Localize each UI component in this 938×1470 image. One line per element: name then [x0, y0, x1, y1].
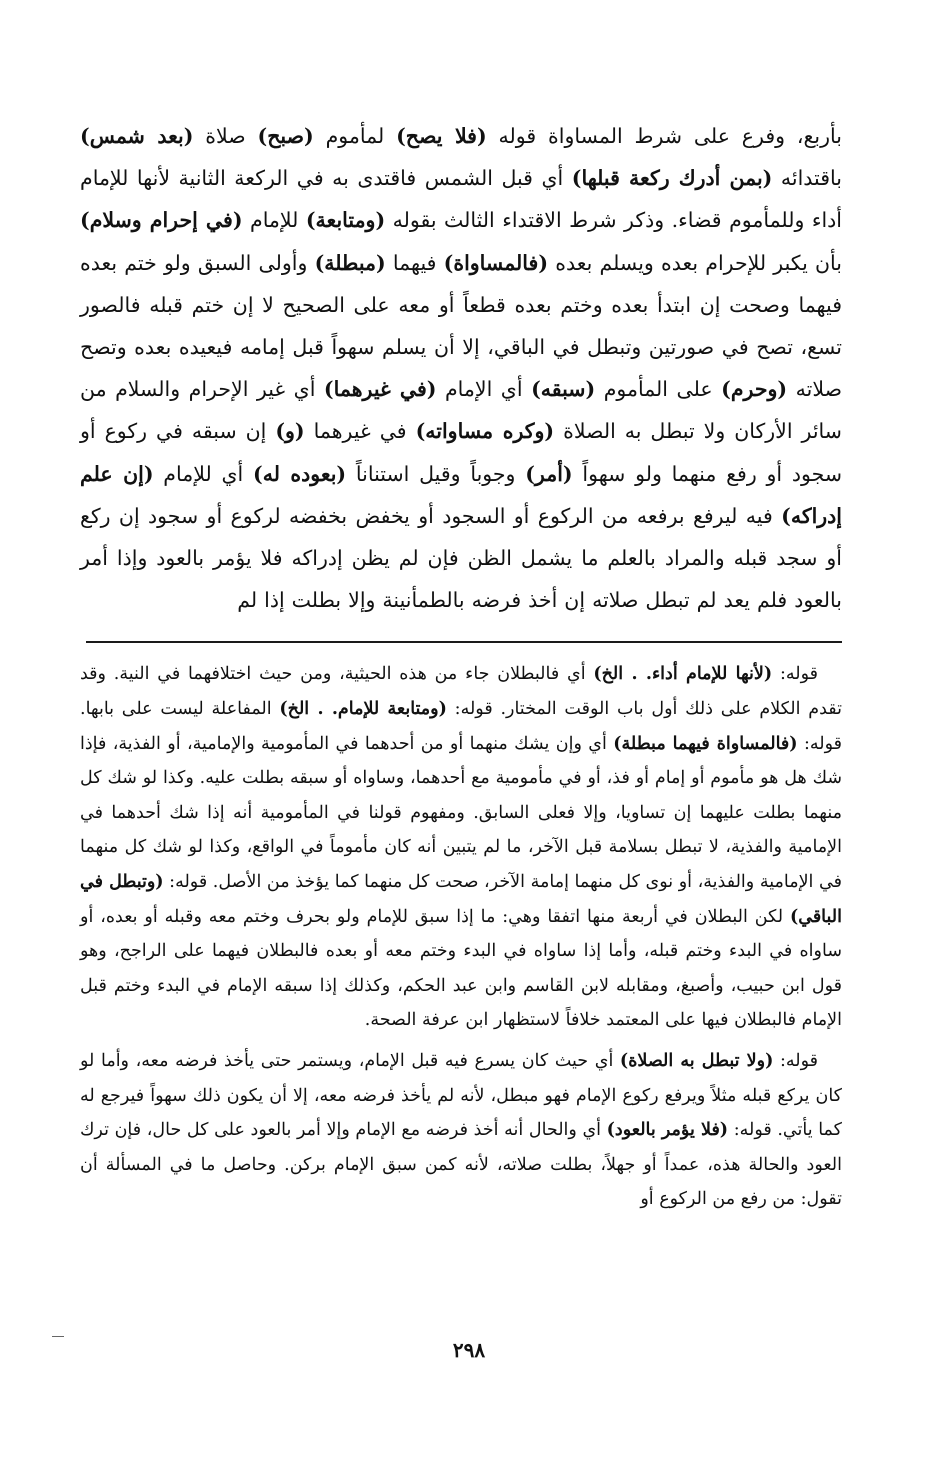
- bold-term: (في غيرهما): [323, 377, 437, 402]
- bold-term: (مبطلة): [314, 250, 386, 275]
- bold-term: (صبح): [257, 124, 314, 148]
- bold-term: (وحرم): [721, 377, 788, 402]
- bold-term: (ولا تبطل به الصلاة): [619, 1050, 774, 1071]
- text-run: أي الإمام: [436, 377, 532, 402]
- page-number: ٢٩٨: [452, 1338, 486, 1362]
- text-run: لكن البطلان في أربعة منها اتفقا وهي: ما إذا سبق للإمام ولو بحرف وختم معه وقبله أو بعده، أو ساواه في البدء وختم قبله، وأما إذا ساواه في البدء وختم معه أو بعده فالبطلان فيهما على الراجح، وهو قول ابن حبيب، وأصبغ، ومقابله لابن القاسم وابن عبد الحكم، وكذلك إذا سبقه الإمام في البدء وختم قبل الإمام فالبطلان فيها على المعتمد خلافاً لاستظهار ابن عرفة الصحة.: [80, 906, 842, 1031]
- bold-term: (ومتابعة): [305, 208, 386, 233]
- text-run: قوله:: [772, 664, 818, 685]
- text-run: لمأموم: [313, 124, 397, 148]
- footnote-1: [80, 657, 842, 1038]
- bold-term: (بعد شمس): [80, 124, 194, 148]
- footnote-divider: [86, 641, 842, 643]
- bold-term: (وكره مساواته): [415, 419, 555, 444]
- bold-term: (فالمساواة): [443, 250, 549, 275]
- text-run: صلاة: [193, 124, 258, 148]
- text-run: أي فالبطلان جاء من هذه الحيثية، ومن حيث اختلافهما في النية. وقد تقدم الكلام على ذلك أول باب الوقت المختار. قوله:: [80, 664, 842, 720]
- text-run: للإمام: [242, 208, 306, 233]
- text-run: وجوباً وقيل استناناً: [346, 461, 526, 486]
- bold-term: (وتبطل في الباقي): [80, 872, 842, 927]
- bold-term: (لأنها للإمام أداء. . الخ): [593, 664, 773, 685]
- bold-term: (ومتابعة للإمام. . الخ): [279, 699, 447, 720]
- bold-term: (و): [275, 419, 305, 444]
- text-run: في غيرهما: [304, 419, 416, 444]
- bold-term: (بعوده له): [253, 461, 347, 486]
- bold-term: (فلا يؤمر بالعود): [606, 1120, 729, 1141]
- text-run: بأربع، وفرع على شرط المساواة قوله: [486, 124, 842, 148]
- text-run: وأولى السبق ولو ختم بعده فيهما وصحت إن ابتدأ بعده وختم بعده قطعاً أو معه على الصحيح لا إن ختم قبله فالصور تسع، تصح في صورتين وتبطل في الباقي، إلا أن يسلم سهواً قبل إمامه فيعيده بعده وتصح صلاته: [80, 250, 842, 402]
- text-run: باقتدائه: [772, 166, 842, 191]
- bold-term: (إن علم إدراكه): [80, 461, 842, 528]
- text-run: المفاعلة ليست على بابها. قوله:: [80, 699, 842, 754]
- bold-term: (بمن أدرك ركعة قبلها): [571, 166, 773, 191]
- text-run: أي قبل الشمس فاقتدى به في الركعة الثانية لأنها للإمام أداء وللمأموم قضاء. وذكر شرط الاقتداء الثالث بقوله: [80, 166, 842, 233]
- footnote-2: [80, 1044, 842, 1217]
- text-run: أي وإن يشك منهما أو من أحدهما في المأمومية والإمامية، أو الفذية، فإذا شك هل هو مأموم أو إمام أو فذ، أو في مأمومية مع أحدهما، وساواه أو سبقه بطلت عليه. وكذا لو شك كل منهما بطلت عليهما إن تساويا، وإلا فعلى السابق. ومفهوم قولنا في المأمومية أنه إذا شك أحدهما في الإمامية والفذية، لا تبطل بسلامة قبل الآخر، ما لم يتبين أنه كان مأموماً في الواقع، وكذا لو شك كل منهما في الإمامية والفذية، أو نوى كل منهما إمامة الآخر، صحت كل منهما كما يؤخذ من الأصل. قوله:: [80, 733, 842, 892]
- text-run: إن سبقه في ركوع أو سجود أو رفع منهما ولو سهواً: [80, 419, 843, 486]
- text-run: أي حيث كان يسرع فيه قبل الإمام، ويستمر حتى يأخذ فرضه معه، وأما لو كان يركع قبله مثلاً ويرفع ركوع الإمام فهو مبطل، لأنه لم يأخذ فرضه معه، إلا أن يكون ذلك سهواً فيرجع له كما يأتي. قوله:: [80, 1050, 842, 1141]
- bold-term: (سبقه): [531, 377, 596, 402]
- text-run: على المأموم: [595, 377, 722, 402]
- text-run: قوله:: [773, 1050, 818, 1071]
- text-run: أي للإمام: [153, 461, 254, 486]
- bold-term: (فالمساواة فيهما مبطلة): [613, 733, 798, 754]
- bold-term: (في إحرام وسلام): [80, 208, 243, 233]
- bold-term: (فلا يصح): [396, 124, 487, 148]
- text-run: أي غير الإحرام والسلام من سائر الأركان ولا تبطل به الصلاة: [80, 377, 842, 444]
- text-run: فيه ليرفع برفعه من الركوع أو السجود أو يخفض بخفضه لركوع أو سجود إن ركع أو سجد قبله والمراد بالعلم ما يشمل الظن فإن لم يظن إدراكه فلا يؤمر بالعود وإذا أمر بالعود فلم يعد لم تبطل صلاته إن أخذ فرضه بالطمأنينة وإلا بطلت إذا لم: [80, 503, 842, 613]
- margin-mark: [52, 1336, 64, 1337]
- text-run: بأن يكبر للإحرام بعده ويسلم بعده: [548, 250, 842, 275]
- text-run: أي والحال أنه أخذ فرضه مع الإمام وإلا أمر بالعود على كل حال، فإن ترك العود والحالة هذه، عمداً أو جهلاً، بطلت صلاته، لأنه كمن سبق الإمام بركن. وحاصل ما في المسألة أن تقول: من رفع من الركوع أو: [80, 1120, 842, 1210]
- bold-term: (أمر): [525, 461, 573, 486]
- text-run: فيهما: [385, 250, 444, 275]
- main-text: [80, 115, 842, 621]
- page-content: [80, 115, 842, 1217]
